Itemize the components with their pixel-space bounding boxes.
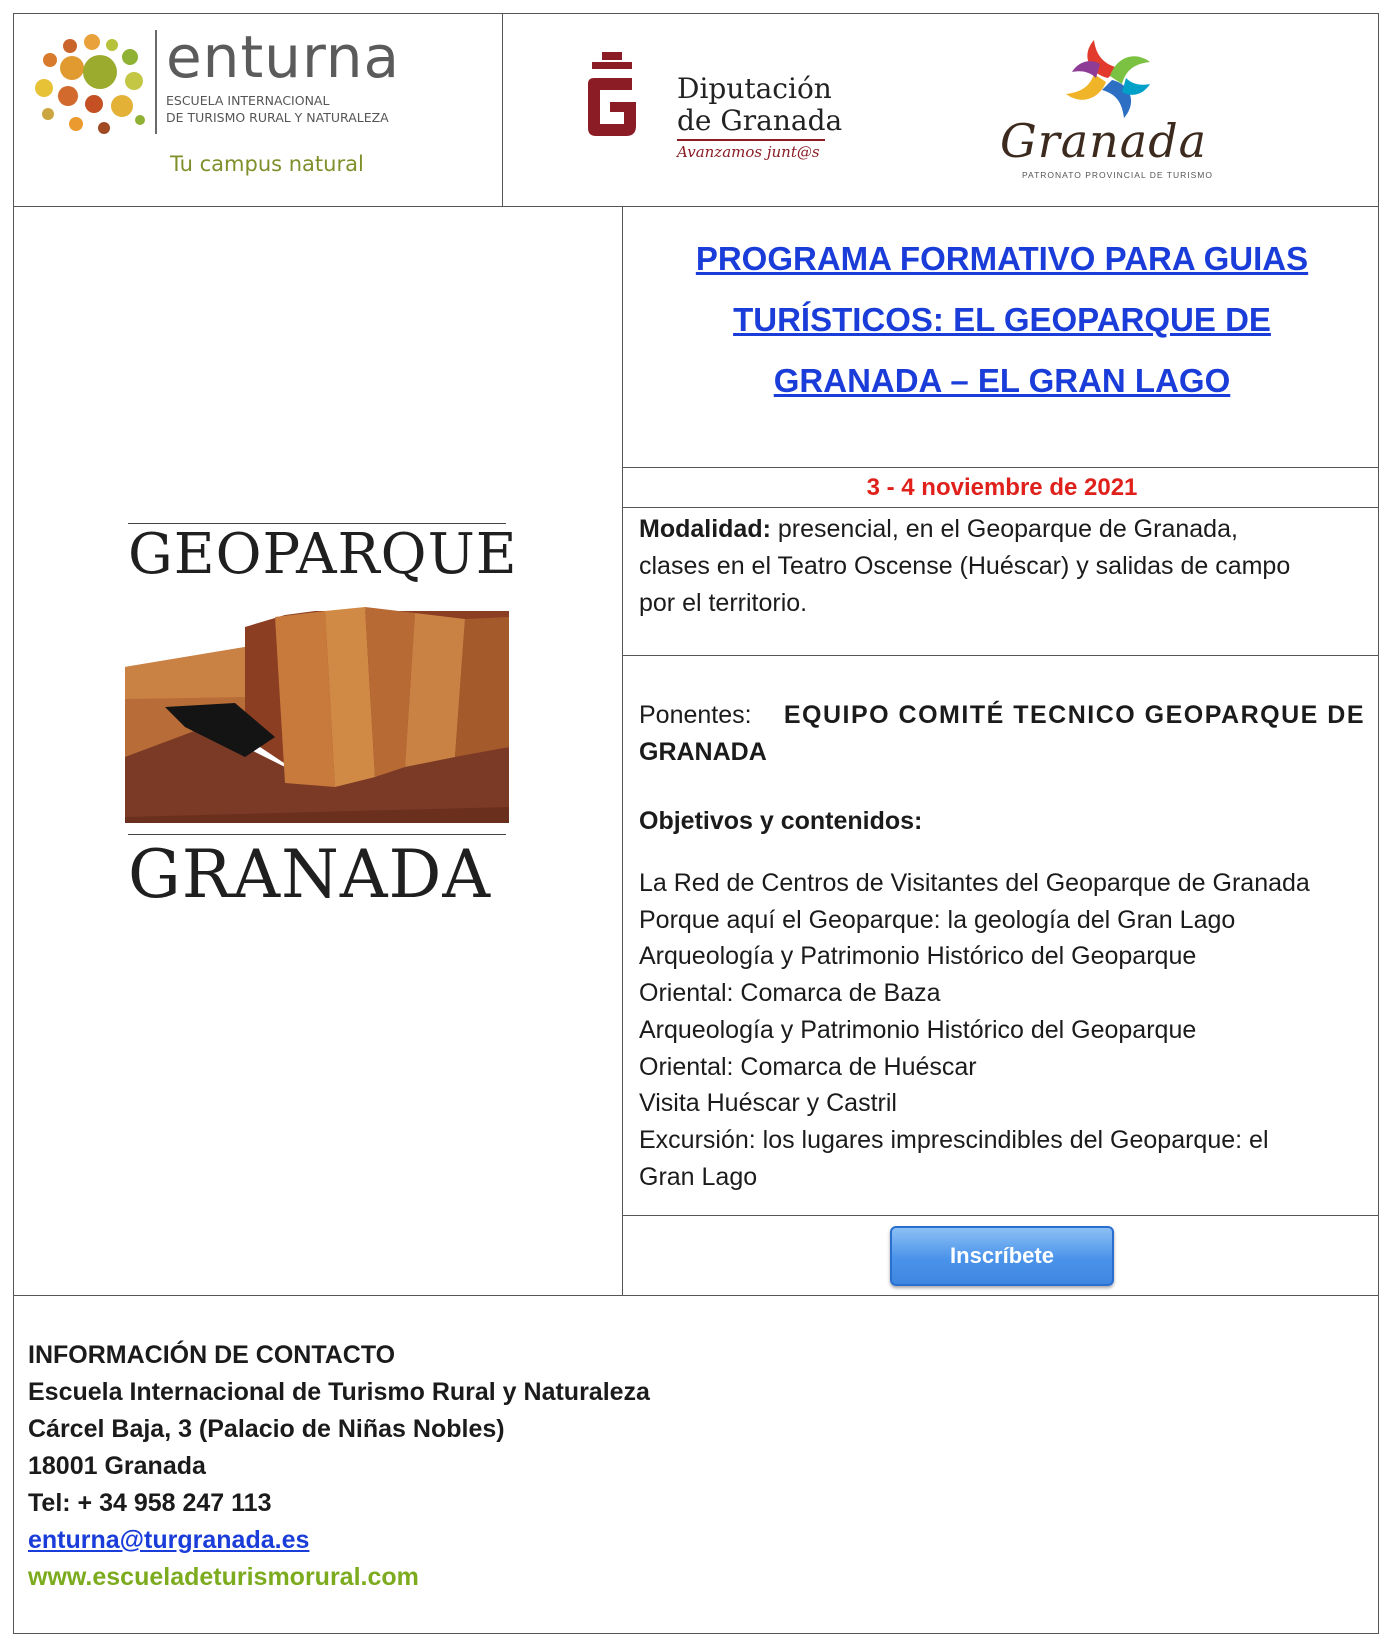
contact-org: Escuela Internacional de Turismo Rural y Naturaleza: [28, 1378, 650, 1406]
modalidad-line2: clases en el Teatro Oscense (Huéscar) y salidas de campo: [639, 552, 1291, 580]
diputacion-rule: [677, 139, 825, 141]
contents-divider: [622, 1215, 1379, 1216]
diputacion-g-icon: [584, 52, 640, 138]
granada-subtitle: PATRONATO PROVINCIAL DE TURISMO: [1022, 170, 1213, 180]
course-title: [624, 228, 1380, 411]
list-item: Excursión: los lugares imprescindibles del Geoparque: el: [639, 1125, 1269, 1154]
geoparque-bottom-text: GRANADA: [128, 836, 492, 913]
list-item: Porque aquí el Geoparque: la geología del Gran Lago: [639, 905, 1236, 934]
enturna-name: enturna: [166, 23, 401, 91]
diputacion-line1: Diputación: [677, 72, 832, 105]
title-divider: [622, 467, 1379, 468]
enturna-subtitle: [166, 92, 389, 126]
list-item: Visita Huéscar y Castril: [639, 1089, 897, 1118]
enturna-tagline: Tu campus natural: [170, 152, 364, 176]
contact-email-link[interactable]: enturna@turgranada.es: [28, 1526, 310, 1554]
diputacion-line2: de Granada: [677, 104, 843, 137]
objetivos-heading: Objetivos y contenidos:: [639, 807, 923, 835]
enturna-separator: [155, 30, 157, 134]
granada-pinwheel-icon: [1060, 34, 1158, 124]
list-item: Oriental: Comarca de Baza: [639, 979, 941, 1008]
geoparque-canyon-icon: [125, 607, 509, 823]
contact-address: Cárcel Baja, 3 (Palacio de Niñas Nobles): [28, 1415, 505, 1443]
contact-phone: Tel: + 34 958 247 113: [28, 1489, 272, 1517]
modalidad-label: Modalidad:: [639, 515, 771, 543]
contact-divider: [13, 1295, 1379, 1296]
contact-info: [28, 1337, 650, 1596]
date-divider: [622, 507, 1379, 508]
enturna-subtitle-line2: DE TURISMO RURAL Y NATURALEZA: [166, 110, 389, 125]
ponentes-value-line1: EQUIPO COMITÉ TECNICO GEOPARQUE DE: [783, 701, 1365, 729]
enturna-subtitle-line1: ESCUELA INTERNACIONAL: [166, 93, 330, 108]
list-item: Arqueología y Patrimonio Histórico del Geoparque: [639, 1015, 1197, 1044]
objetivos-list: [639, 865, 1379, 1195]
diputacion-tagline: Avanzamos junt@s: [677, 143, 820, 161]
ponentes-block: [639, 697, 1365, 771]
modalidad-divider: [622, 655, 1379, 656]
diputacion-name: [677, 73, 842, 137]
list-item: Oriental: Comarca de Huéscar: [639, 1052, 977, 1081]
header-divider: [502, 13, 503, 207]
course-date: 3 - 4 noviembre de 2021: [866, 474, 1138, 501]
course-title-line2: TURÍSTICOS: EL GEOPARQUE DE: [733, 301, 1271, 338]
modalidad-line1: presencial, en el Geoparque de Granada,: [770, 515, 1238, 543]
course-title-line3: GRANADA – EL GRAN LAGO: [773, 362, 1231, 399]
ponentes-value-line2: GRANADA: [639, 738, 767, 766]
register-button[interactable]: Inscríbete: [890, 1226, 1114, 1286]
contact-heading: INFORMACIÓN DE CONTACTO: [28, 1341, 396, 1369]
granada-wordmark: Granada: [1000, 114, 1208, 168]
geoparque-bottom-rule: [128, 834, 506, 835]
contact-website-link[interactable]: www.escueladeturismorural.com: [28, 1563, 419, 1591]
contact-city: 18001 Granada: [28, 1452, 206, 1480]
modalidad-line3: por el territorio.: [639, 589, 808, 617]
ponentes-label: Ponentes:: [639, 701, 752, 729]
list-item: Arqueología y Patrimonio Histórico del Geoparque: [639, 942, 1197, 971]
course-title-line1: PROGRAMA FORMATIVO PARA GUIAS: [695, 240, 1309, 277]
list-item: La Red de Centros de Visitantes del Geoparque de Granada: [639, 869, 1310, 897]
list-item: Gran Lago: [639, 1162, 758, 1191]
enturna-dots-icon: [30, 30, 152, 140]
main-column-divider: [622, 206, 623, 1296]
geoparque-top-text: GEOPARQUE: [128, 522, 518, 587]
modalidad-block: [639, 511, 1290, 622]
